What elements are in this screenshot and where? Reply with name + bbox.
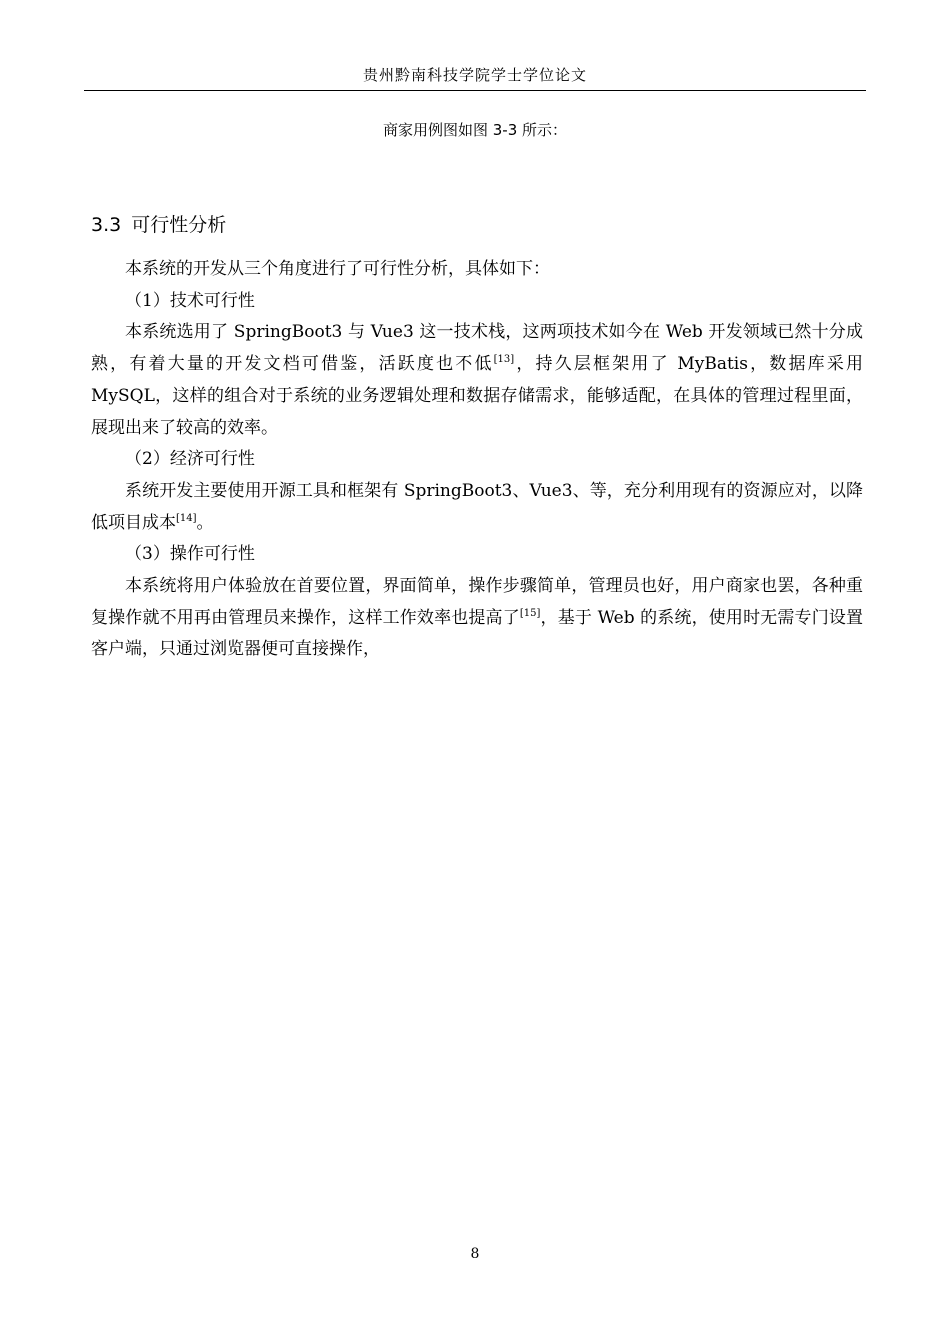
econ-text-part1: 系统开发主要使用开源工具和框架有 SpringBoot3、Vue3、等，充分利用现有的资源应对，以降低项目成本 xyxy=(91,480,863,533)
op-text-part2: ，基于 Web 的系统，使用时无需专门设置客户端，只通过浏览器便可直接操作， xyxy=(91,607,864,660)
page-number: 8 xyxy=(470,1246,480,1262)
section-number: 3.3 xyxy=(91,214,122,236)
section-title: 可行性分析 xyxy=(131,214,227,236)
tech-text-part1: 本系统选用了 SpringBoot3 与 Vue3 这一技术栈，这两项技术如今在 Web 开发领域已然十分成熟，有着大量的开发文档可借鉴，活跃度也不低 xyxy=(91,322,863,375)
tech-feasibility-paragraph xyxy=(91,317,863,444)
op-text-part1: 本系统将用户体验放在首要位置，界面简单，操作步骤简单，管理员也好，用户商家也罢，各种重复操作就不用再由管理员来操作，这样工作效率也提高了 xyxy=(91,576,863,628)
citation-14: [14] xyxy=(176,512,197,524)
op-feasibility-heading: （3）操作可行性 xyxy=(125,544,255,565)
figure-caption-reference: 商家用例图如图 3-3 所示： xyxy=(382,121,568,139)
tech-text-part2: ，持久层框架用了 MyBatis，数据库采用 MySQL，这样的组合对于系统的业务逻辑处理和数据存储需求，能够适配，在具体的管理过程里面，展现出来了较高的效率。 xyxy=(91,354,863,438)
running-header xyxy=(84,60,866,91)
econ-feasibility-paragraph xyxy=(91,476,863,539)
econ-feasibility-heading: （2）经济可行性 xyxy=(125,449,255,470)
section-heading xyxy=(91,210,226,240)
econ-text-part2: 。 xyxy=(196,512,214,533)
citation-13: [13] xyxy=(493,354,515,366)
section-body xyxy=(91,254,863,666)
citation-15: [15] xyxy=(519,607,541,619)
op-feasibility-paragraph xyxy=(91,571,863,666)
tech-feasibility-heading: （1）技术可行性 xyxy=(125,290,255,311)
intro-paragraph: 本系统的开发从三个角度进行了可行性分析，具体如下： xyxy=(125,259,550,279)
header-title: 贵州黔南科技学院学士学位论文 xyxy=(362,66,587,84)
